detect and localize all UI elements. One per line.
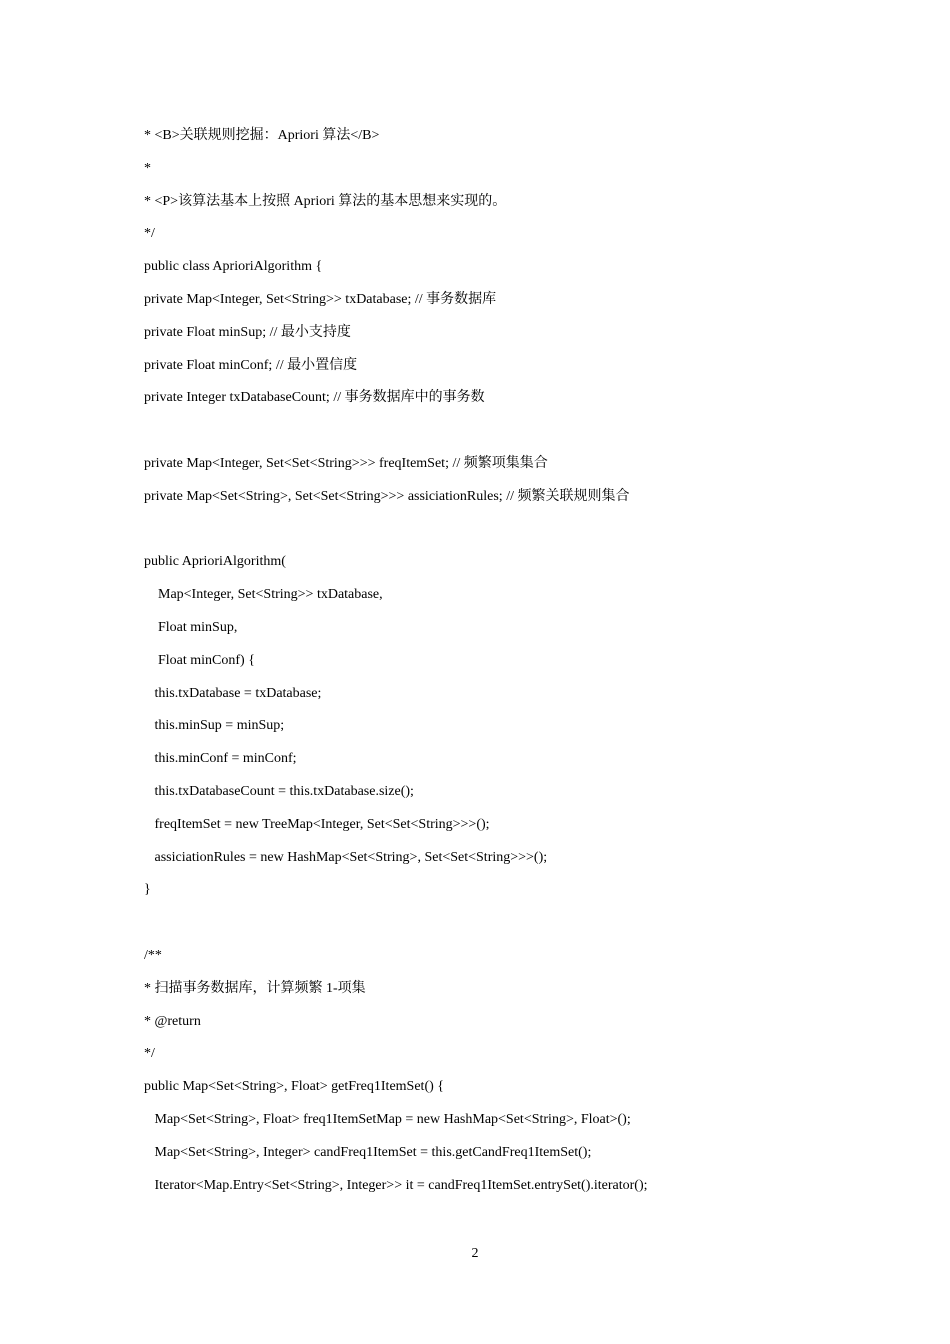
code-line: private Integer txDatabaseCount; // 事务数据库中的事务数 [144,390,485,406]
code-line: */ [144,226,155,242]
code-line: Map<Set<String>, Integer> candFreq1ItemSet = this.getCandFreq1ItemSet(); [144,1144,592,1160]
code-line: this.minConf = minConf; [144,751,297,767]
code-line: * <B>关联规则挖掘：Apriori 算法</B> [144,128,380,143]
blank-line [144,911,904,944]
code-line: this.txDatabaseCount = this.txDatabase.size(); [144,783,414,799]
code-line: freqItemSet = new TreeMap<Integer, Set<Set<String>>>(); [144,816,490,832]
code-listing [144,124,904,1206]
code-line: * <P>该算法基本上按照 Apriori 算法的基本思想来实现的。 [144,193,507,209]
code-line: } [144,882,151,898]
code-line: private Float minConf; // 最小置信度 [144,357,358,373]
code-line: Float minConf) { [144,652,255,668]
code-line: private Float minSup; // 最小支持度 [144,324,351,340]
code-line: Float minSup, [144,619,238,635]
code-line: * [144,160,151,176]
code-line: public Map<Set<String>, Float> getFreq1ItemSet() { [144,1079,444,1095]
code-line: public AprioriAlgorithm( [144,554,286,570]
blank-line [144,518,904,551]
code-line: Iterator<Map.Entry<Set<String>, Integer>> it = candFreq1ItemSet.entrySet().iterator(); [144,1177,648,1193]
code-line: this.minSup = minSup; [144,718,285,734]
code-line: * @return [144,1013,201,1029]
code-line: Map<Set<String>, Float> freq1ItemSetMap = new HashMap<Set<String>, Float>(); [144,1111,631,1127]
code-line: * 扫描事务数据库，计算频繁 1-项集 [144,980,366,996]
page-number: 2 [471,1246,479,1261]
code-line: private Map<Set<String>, Set<Set<String>>> assiciationRules; // 频繁关联规则集合 [144,488,630,504]
code-line: Map<Integer, Set<String>> txDatabase, [144,587,383,603]
code-line: private Map<Integer, Set<Set<String>>> freqItemSet; // 频繁项集集合 [144,455,548,471]
code-line: private Map<Integer, Set<String>> txDatabase; // 事务数据库 [144,291,497,307]
blank-line [144,419,904,452]
code-line: this.txDatabase = txDatabase; [144,685,322,701]
code-line: */ [144,1046,155,1062]
code-line: assiciationRules = new HashMap<Set<String>, Set<Set<String>>>(); [144,849,548,865]
code-line: /** [144,947,162,963]
code-line: public class AprioriAlgorithm { [144,259,323,275]
